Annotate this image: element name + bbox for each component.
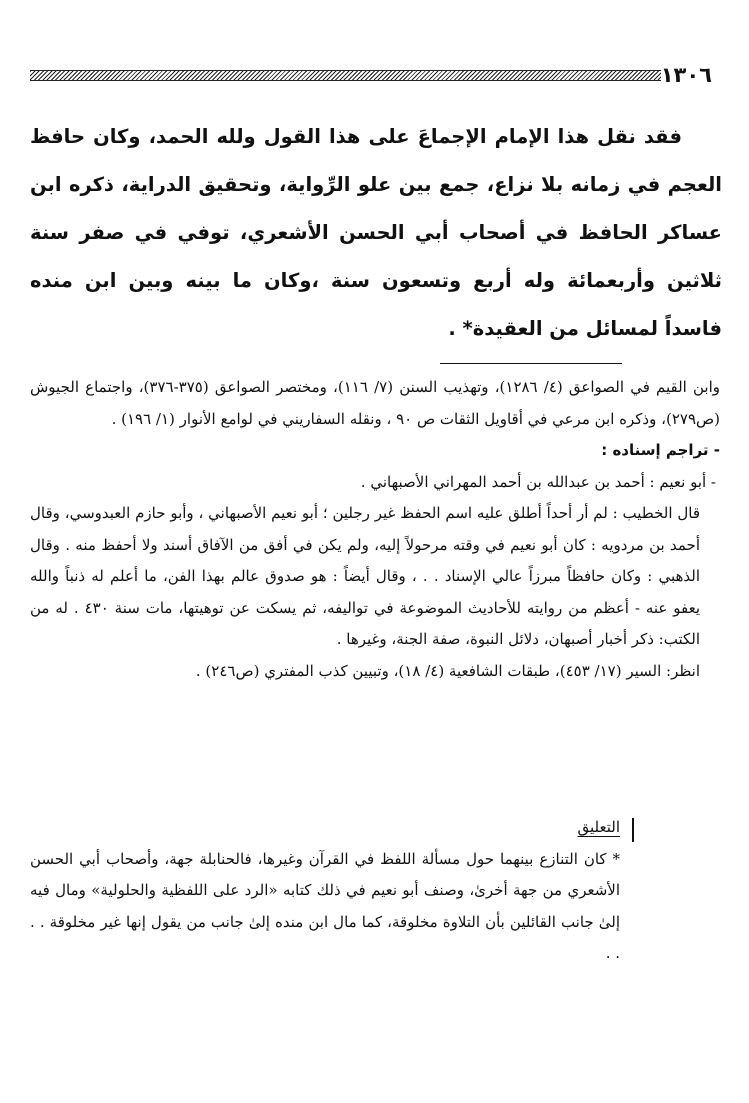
footnotes-block [30, 372, 720, 687]
footnote-separator [440, 363, 622, 364]
footnote-continuation: وابن القيم في الصواعق (٤/ ١٢٨٦)، وتهذيب السنن (٧/ ١١٦)، ومختصر الصواعق (٣٧٥-٣٧٦)، واجتماع الجيوش (ص٢٧٩)، وذكره ابن مرعي في أقاويل الثقات ص ٩٠ ، ونقله السفاريني في لوامع الأنوار (١/ ١٩٦) . [30, 378, 721, 428]
commentary-title: التعليق [577, 818, 620, 836]
commentary-body: * كان التنازع بينهما حول مسألة اللفظ في القرآن وغيرها، فالحنابلة جهة، وأصحاب أبي الحسن الأشعري من جهة أخرىٰ، وصنف أبو نعيم في ذلك كتابه «الرد على اللفظية والحلولية» ومال فيه إلىٰ جانب القائلين بأن التلاوة مخلوقة، كما مال ابن منده إلىٰ جانب من يقول إنها غير مخلوقة . . . . [30, 849, 620, 962]
page-header [30, 60, 720, 90]
commentary-marker-bar [632, 818, 634, 842]
footnote-heading: - تراجم إسناده : [601, 441, 720, 459]
page-number: ١٣٠٦ [660, 63, 712, 87]
decorative-header-rule [30, 70, 661, 81]
main-text-paragraph: فقد نقل هذا الإمام الإجماعَ على هذا القول ولله الحمد، وكان حافظ العجم في زمانه بلا نزاع، جمع بين علو الرِّواية، وتحقيق الدراية، ذكره ابن عساكر الحافظ في أصحاب أبي الحسن الأشعري، توفي في صفر سنة ثلاثين وأربعمائة وله أربع وتسعون سنة ،وكان ما بينه وبين ابن منده فاسداً لمسائل من العقيدة* . [30, 125, 722, 340]
footnote-bullet: - أبو نعيم : أحمد بن عبدالله بن أحمد المهراني الأصبهاني . [360, 472, 716, 491]
footnote-references: انظر: السير (١٧/ ٤٥٣)، طبقات الشافعية (٤/ ١٨)، وتبيين كذب المفتري (ص٢٤٦) . [195, 661, 700, 680]
footnote-body: قال الخطيب : لم أر أحداً أطلق عليه اسم الحفظ غير رجلين ؛ أبو نعيم الأصبهاني ، وأبو حازم العبدوسي، وقال أحمد بن مردويه : كان أبو نعيم في وقته مرحولاً إليه، ولم يكن في أفق من الآفاق أسند ولا أحفظ منه . وقال الذهبي : وكان حافظاً مبرزاً عالي الإسناد . . ، وقال أيضاً : هو صدوق عالم بهذا الفن، ما أعلم له ذنباً والله يعفو عنه - أعظم من روايته للأحاديث الموضوعة في تواليفه، ثم يسكت عن توهيتها، مات سنة ٤٣٠ . له من الكتب: ذكر أخبار أصبهان، دلائل النبوة، صفة الجنة، وغيرها . [30, 504, 701, 648]
commentary-block [30, 812, 620, 970]
